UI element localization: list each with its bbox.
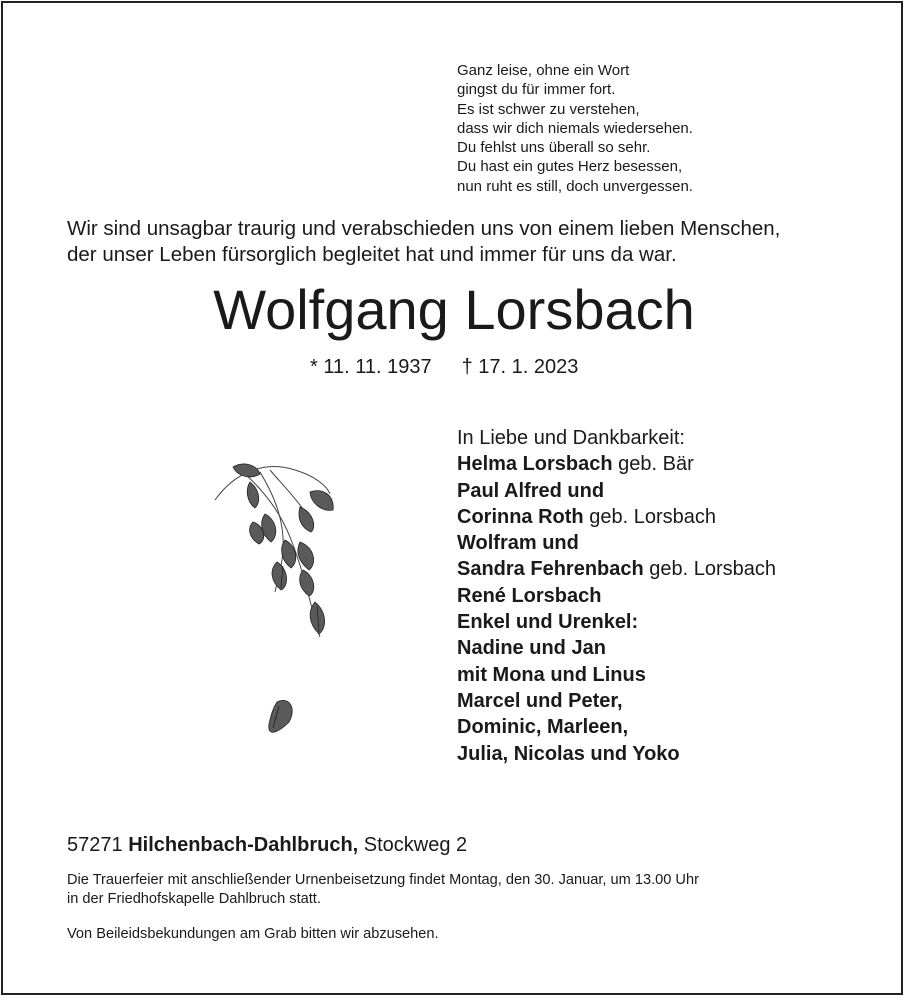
mourners-list bbox=[457, 425, 776, 767]
mourner-name: mit Mona und Linus bbox=[457, 663, 646, 686]
mourner-note: geb. Lorsbach bbox=[643, 558, 777, 581]
mourner-name: Paul Alfred und bbox=[457, 479, 605, 502]
mourner-line bbox=[457, 583, 776, 609]
birth-date: * 11. 11. 1937 bbox=[310, 356, 432, 378]
poem-line: gingst du für immer fort. bbox=[457, 81, 616, 99]
ceremony-line: Die Trauerfeier mit anschließender Urnenbeisetzung findet Montag, den 30. Januar, um 13.00 Uhr bbox=[67, 872, 699, 888]
address-zip: 57271 bbox=[67, 834, 123, 856]
mourner-line bbox=[457, 530, 776, 556]
mourner-name: Julia, Nicolas und Yoko bbox=[457, 742, 680, 765]
mourners-heading: In Liebe und Dankbarkeit: bbox=[457, 427, 685, 449]
deceased-name: Wolfgang Lorsbach bbox=[213, 278, 695, 341]
mourner-note: geb. Lorsbach bbox=[583, 505, 716, 528]
mourner-line bbox=[457, 609, 776, 635]
mourner-name: Sandra Fehrenbach bbox=[457, 558, 644, 581]
mourner-name: Wolfram und bbox=[457, 532, 579, 555]
ceremony-line: in der Friedhofskapelle Dahlbruch statt. bbox=[67, 891, 321, 907]
mourner-name: Nadine und Jan bbox=[457, 637, 606, 660]
mourner-line bbox=[457, 504, 776, 530]
address-street: Stockweg 2 bbox=[363, 834, 468, 856]
mourner-line bbox=[457, 662, 776, 688]
mourner-name: Enkel und Urenkel: bbox=[457, 611, 639, 634]
mourner-name: Marcel und Peter, bbox=[457, 689, 623, 712]
poem bbox=[457, 61, 693, 196]
birch-branch-illustration bbox=[205, 452, 355, 752]
poem-line: Du fehlst uns überall so sehr. bbox=[457, 139, 651, 157]
poem-line: nun ruht es still, doch unvergessen. bbox=[457, 177, 693, 195]
poem-line: Es ist schwer zu verstehen, bbox=[457, 100, 640, 118]
poem-line: Du hast ein gutes Herz besessen, bbox=[457, 158, 683, 176]
mourner-line bbox=[457, 741, 776, 767]
mourner-name: Helma Lorsbach bbox=[457, 453, 613, 476]
life-dates bbox=[310, 355, 578, 379]
intro-line: Wir sind unsagbar traurig und verabschieden uns von einem lieben Menschen, bbox=[67, 217, 781, 240]
poem-line: Ganz leise, ohne ein Wort bbox=[457, 62, 630, 79]
death-date: † 17. 1. 2023 bbox=[461, 356, 579, 378]
intro-text bbox=[67, 216, 780, 268]
intro-line: der unser Leben fürsorglich begleitet hat und immer für uns da war. bbox=[67, 243, 677, 266]
mourner-name: Dominic, Marleen, bbox=[457, 716, 629, 739]
mourner-line bbox=[457, 635, 776, 661]
mourner-name: René Lorsbach bbox=[457, 584, 602, 607]
mourner-name: Corinna Roth bbox=[457, 505, 584, 528]
mourner-note: geb. Bär bbox=[612, 453, 694, 476]
family-address bbox=[67, 833, 467, 857]
address-city: Hilchenbach-Dahlbruch, bbox=[128, 834, 359, 856]
mourner-line bbox=[457, 688, 776, 714]
mourner-line bbox=[457, 451, 776, 477]
mourner-line bbox=[457, 556, 776, 582]
condolence-note: Von Beileidsbekundungen am Grab bitten wir abzusehen. bbox=[67, 926, 439, 942]
poem-line: dass wir dich niemals wiedersehen. bbox=[457, 119, 693, 137]
ceremony-info bbox=[67, 871, 699, 909]
mourner-line bbox=[457, 478, 776, 504]
mourner-line bbox=[457, 714, 776, 740]
